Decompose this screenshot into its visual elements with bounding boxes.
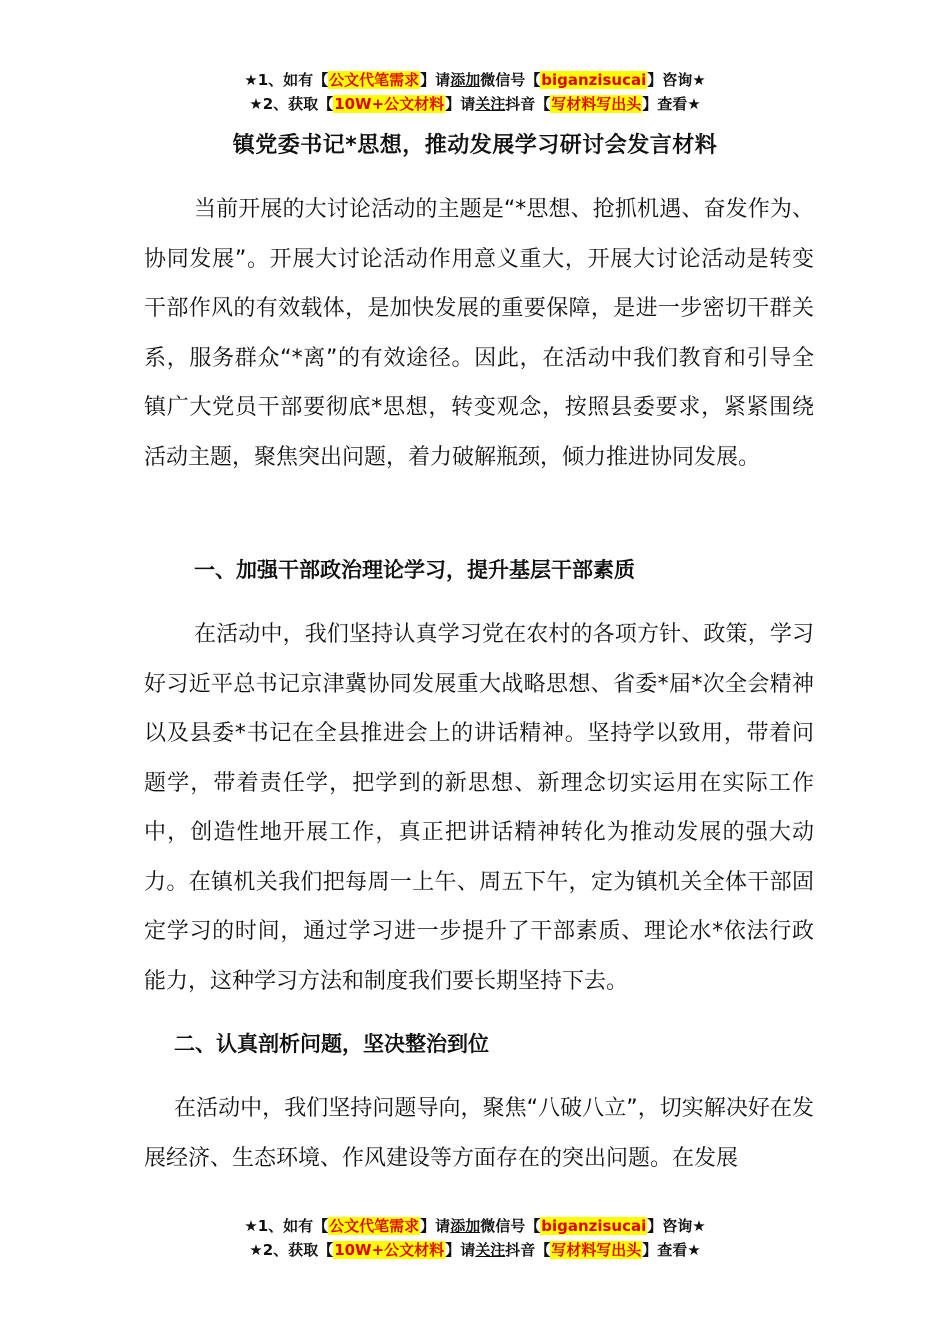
banner-line-2 — [0, 92, 950, 116]
banner-line-2 — [0, 1238, 950, 1262]
banner-highlight: 10W+公文材料 — [334, 1241, 445, 1259]
banner-underline: 添加 — [450, 1217, 481, 1235]
paragraph-text: 在活动中，我们坚持认真学习党在农村的各项方针、政策，学习好习近平总书记京津冀协同发展重大战略思想、省委*届*次全会精神以及县委*书记在全县推进会上的讲话精神。坚持学以致用，带着问题学，带着责任学，把学到的新思想、新理念切实运用在实际工作中，创造性地开展工作，真正把讲话精神转化为推动发展的强大动力。在镇机关我们把每周一上午、周五下午，定为镇机关全体干部固定学习的时间，通过学习进一步提升了干部素质、理论水*依法行政能力，这种学习方法和制度我们要长期坚持下去。 — [144, 622, 814, 994]
intro-paragraph — [144, 185, 814, 482]
section-heading-1: 一、加强干部政治理论学习，提升基层干部素质 — [194, 558, 635, 582]
header-banner — [0, 68, 950, 116]
banner-line-1 — [0, 1214, 950, 1238]
footer-banner — [0, 1214, 950, 1262]
banner-text: ★2、获取【 — [249, 1241, 334, 1259]
section-heading-2: 二、认真剖析问题，坚决整治到位 — [174, 1032, 489, 1056]
banner-text: 微信号【 — [480, 1217, 541, 1235]
banner-underline: 添加 — [450, 71, 481, 89]
banner-line-1 — [0, 68, 950, 92]
banner-text: 】查看★ — [642, 1241, 701, 1259]
banner-highlight: biganzisucai — [541, 1217, 647, 1235]
banner-highlight: 公文代笔需求 — [329, 71, 420, 89]
banner-text: ★1、如有【 — [244, 71, 329, 89]
paragraph-text: 在活动中，我们坚持问题导向，聚焦“八破八立”，切实解决好在发展经济、生态环境、作风建设等方面存在的突出问题。在发展 — [144, 1096, 814, 1171]
banner-text: ★1、如有【 — [244, 1217, 329, 1235]
banner-highlight: 写材料写出头 — [551, 1241, 642, 1259]
banner-text: 】请 — [420, 71, 451, 89]
banner-highlight: 写材料写出头 — [551, 95, 642, 113]
document-title: 镇党委书记*思想，推动发展学习研讨会发言材料 — [232, 133, 718, 158]
section-2-paragraph — [144, 1084, 814, 1183]
banner-text: 】请 — [420, 1217, 451, 1235]
banner-text: 】咨询★ — [647, 71, 706, 89]
banner-text: 抖音【 — [505, 1241, 551, 1259]
banner-highlight: biganzisucai — [541, 71, 647, 89]
banner-text: 】咨询★ — [647, 1217, 706, 1235]
banner-text: 抖音【 — [505, 95, 551, 113]
banner-text: 】查看★ — [642, 95, 701, 113]
banner-underline: 关注 — [475, 95, 506, 113]
banner-text: 微信号【 — [480, 71, 541, 89]
banner-highlight: 10W+公文材料 — [334, 95, 445, 113]
banner-text: 】请 — [445, 1241, 476, 1259]
banner-underline: 关注 — [475, 1241, 506, 1259]
section-1-paragraph — [144, 610, 814, 1006]
banner-highlight: 公文代笔需求 — [329, 1217, 420, 1235]
banner-text: 】请 — [445, 95, 476, 113]
banner-text: ★2、获取【 — [249, 95, 334, 113]
paragraph-text: 当前开展的大讨论活动的主题是“*思想、抢抓机遇、奋发作为、协同发展”。开展大讨论活动作用意义重大，开展大讨论活动是转变干部作风的有效载体，是加快发展的重要保障，是进一步密切干群关系，服务群众“*离”的有效途径。因此，在活动中我们教育和引导全镇广大党员干部要彻底*思想，转变观念，按照县委要求，紧紧围绕活动主题，聚焦突出问题，着力破解瓶颈，倾力推进协同发展。 — [144, 197, 814, 470]
